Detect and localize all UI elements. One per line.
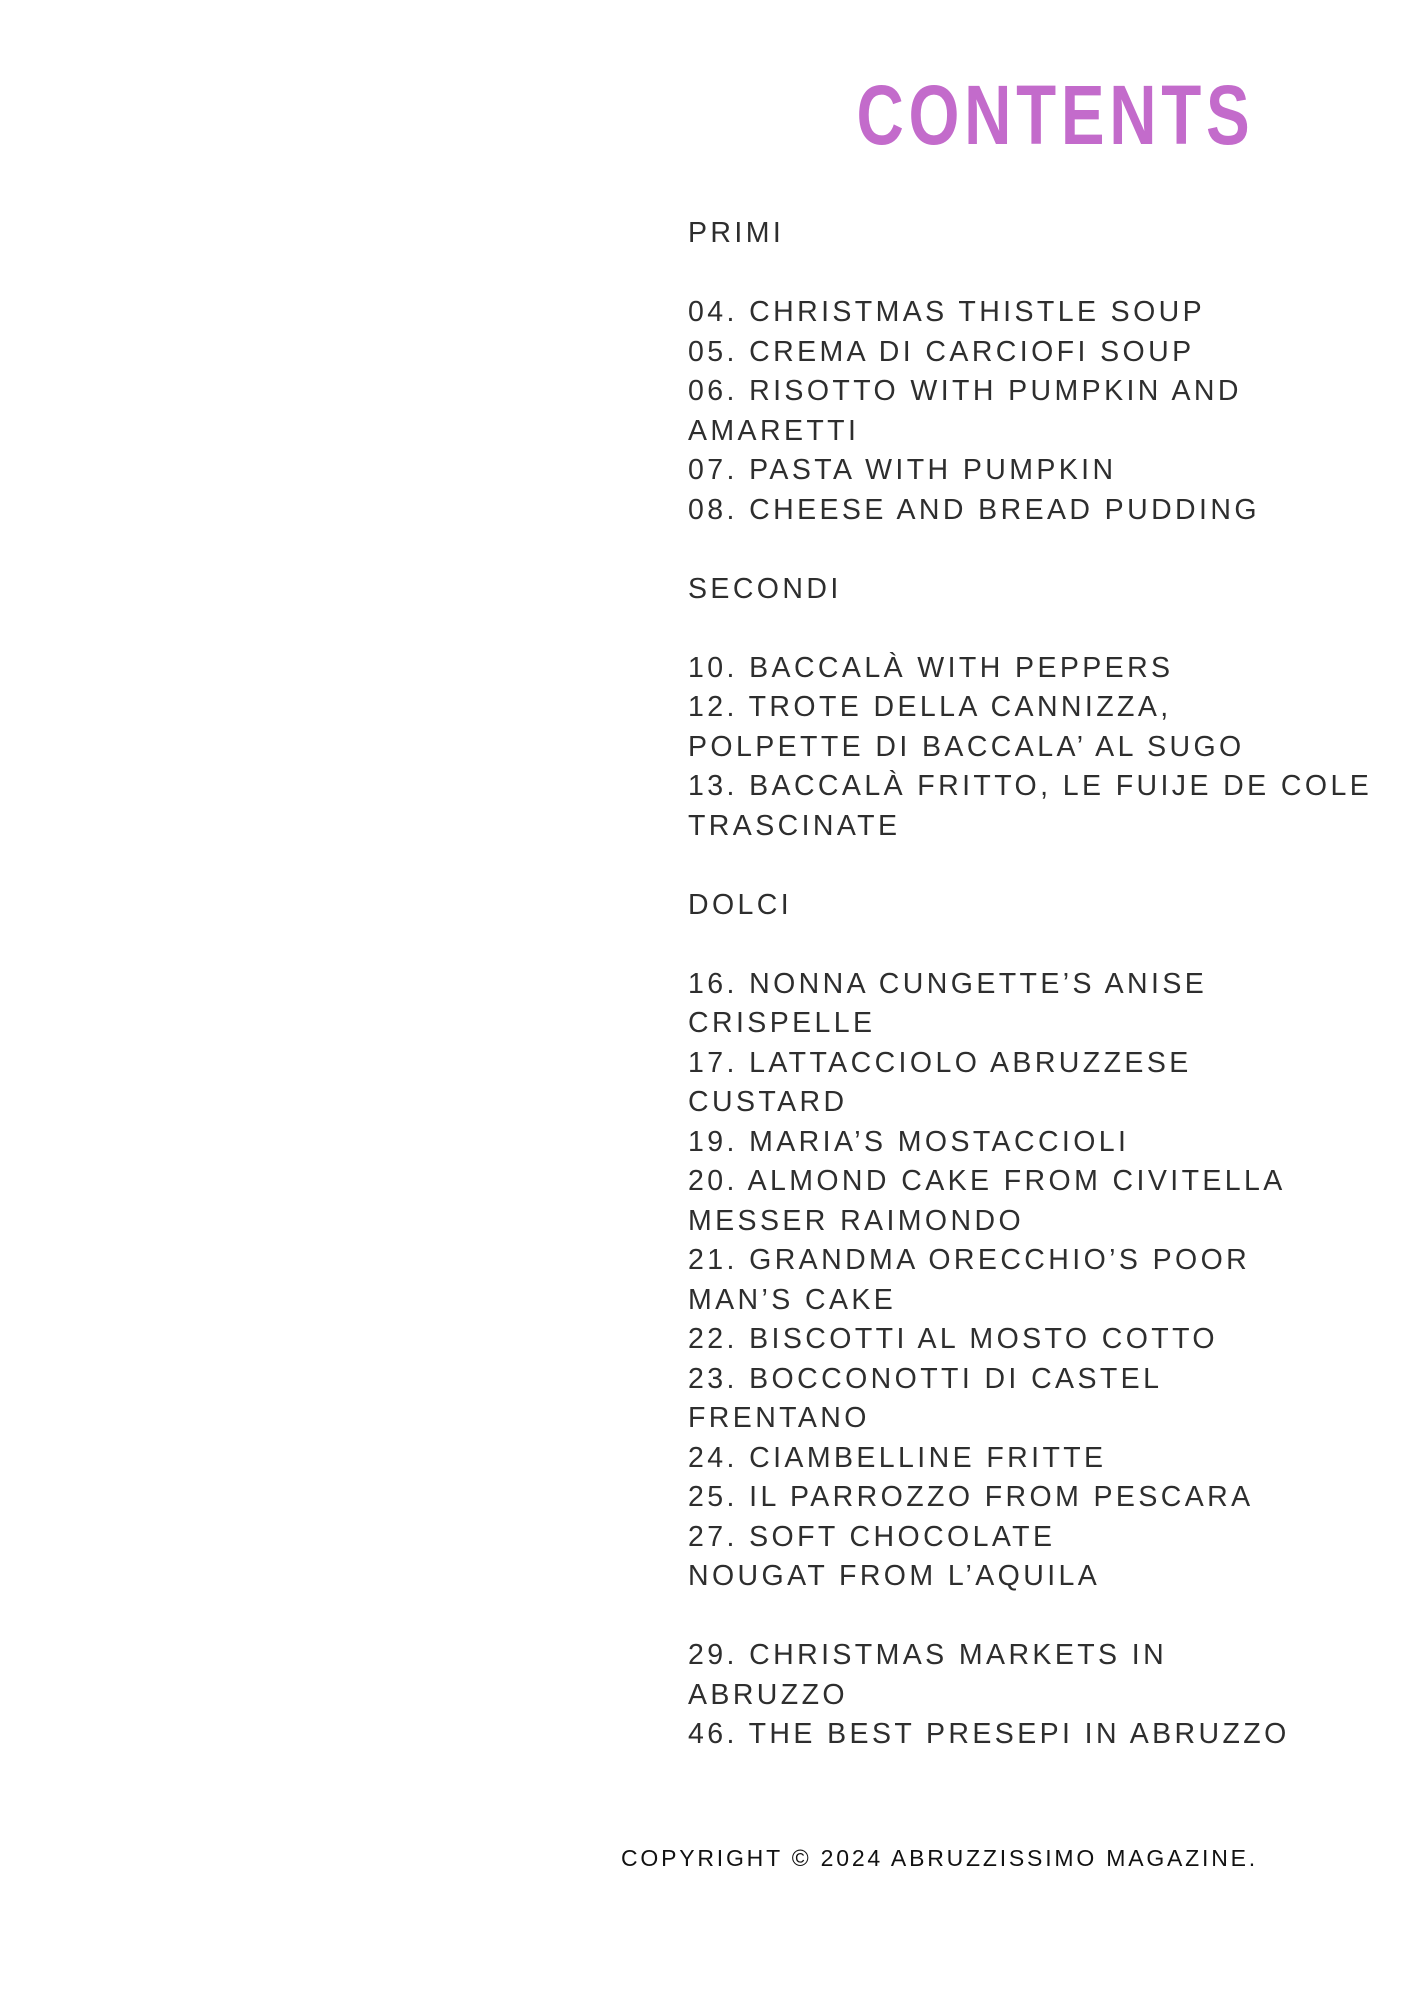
toc-entry-line: 05. CREMA DI CARCIOFI SOUP: [688, 335, 1195, 368]
toc-entry-line: 04. CHRISTMAS THISTLE SOUP: [688, 296, 1206, 328]
section-heading-primi: PRIMI: [688, 217, 785, 249]
section-list-dolci: [688, 965, 1368, 1597]
toc-entry-line: 23. BOCCONOTTI DI CASTEL: [688, 1362, 1163, 1395]
toc-entry-line: 20. ALMOND CAKE FROM CIVITELLA: [688, 1165, 1286, 1197]
toc-entry-line: 10. BACCALÀ WITH PEPPERS: [688, 651, 1174, 684]
copyright-notice: COPYRIGHT © 2024 ABRUZZISSIMO MAGAZINE.: [621, 1845, 1258, 1871]
toc-entry-line: CRISPELLE: [688, 1007, 876, 1039]
toc-entry-line: NOUGAT FROM L’AQUILA: [688, 1560, 1101, 1592]
section-list-extras: [688, 1636, 1368, 1755]
toc-entry-line: 06. RISOTTO WITH PUMPKIN AND: [688, 375, 1242, 407]
toc-entry: [688, 333, 1368, 373]
toc-entry-line: 08. CHEESE AND BREAD PUDDING: [688, 493, 1260, 526]
toc-entry-line: 24. CIAMBELLINE FRITTE: [688, 1441, 1107, 1474]
page-title: CONTENTS: [856, 68, 1255, 162]
toc-entry: [688, 649, 1368, 689]
section-list-secondi: [688, 649, 1373, 847]
toc-entry: [688, 372, 1368, 451]
toc-entry-line: 27. SOFT CHOCOLATE: [688, 1520, 1056, 1553]
section-heading-dolci: DOLCI: [688, 888, 793, 921]
toc-entry: [688, 1123, 1368, 1163]
toc-entry-line: ABRUZZO: [688, 1678, 848, 1711]
toc-entry-line: 16. NONNA CUNGETTE’S ANISE: [688, 967, 1208, 1000]
toc-entry: [688, 491, 1368, 531]
section-heading-secondi: SECONDI: [688, 572, 842, 605]
table-of-contents: [688, 214, 1373, 1755]
toc-entry-line: 22. BISCOTTI AL MOSTO COTTO: [688, 1323, 1218, 1355]
toc-entry-line: 25. IL PARROZZO FROM PESCARA: [688, 1481, 1254, 1513]
toc-entry: [688, 1478, 1368, 1518]
toc-entry: [688, 1241, 1368, 1320]
toc-entry: [688, 1636, 1368, 1715]
toc-entry: [688, 1715, 1368, 1755]
toc-entry-line: 19. MARIA’S MOSTACCIOLI: [688, 1125, 1130, 1158]
toc-entry: [688, 1518, 1368, 1597]
toc-entry-line: 17. LATTACCIOLO ABRUZZESE: [688, 1046, 1192, 1079]
toc-entry-line: 13. BACCALÀ FRITTO, LE FUIJE DE COLE: [688, 770, 1373, 802]
toc-entry-line: MAN’S CAKE: [688, 1283, 897, 1316]
toc-entry-line: 12. TROTE DELLA CANNIZZA,: [688, 691, 1172, 723]
toc-entry-line: AMARETTI: [688, 414, 860, 447]
toc-entry-line: 21. GRANDMA ORECCHIO’S POOR: [688, 1244, 1251, 1276]
toc-entry: [688, 688, 1368, 767]
toc-entry: [688, 965, 1368, 1044]
toc-entry-line: CUSTARD: [688, 1086, 848, 1118]
section-list-primi: [688, 293, 1368, 530]
toc-entry: [688, 1360, 1368, 1439]
toc-entry: [688, 451, 1368, 491]
toc-entry: [688, 1162, 1368, 1241]
toc-entry-line: MESSER RAIMONDO: [688, 1204, 1025, 1237]
toc-entry-line: 46. THE BEST PRESEPI IN ABRUZZO: [688, 1718, 1290, 1750]
toc-entry-line: 29. CHRISTMAS MARKETS IN: [688, 1639, 1168, 1671]
toc-entry: [688, 767, 1373, 846]
toc-entry-line: FRENTANO: [688, 1402, 870, 1434]
toc-entry: [688, 293, 1368, 333]
toc-entry-line: POLPETTE DI BACCALA’ AL SUGO: [688, 730, 1245, 763]
toc-entry: [688, 1320, 1368, 1360]
toc-entry-line: TRASCINATE: [688, 809, 901, 842]
toc-entry: [688, 1439, 1368, 1479]
toc-entry: [688, 1044, 1368, 1123]
toc-entry-line: 07. PASTA WITH PUMPKIN: [688, 454, 1117, 486]
